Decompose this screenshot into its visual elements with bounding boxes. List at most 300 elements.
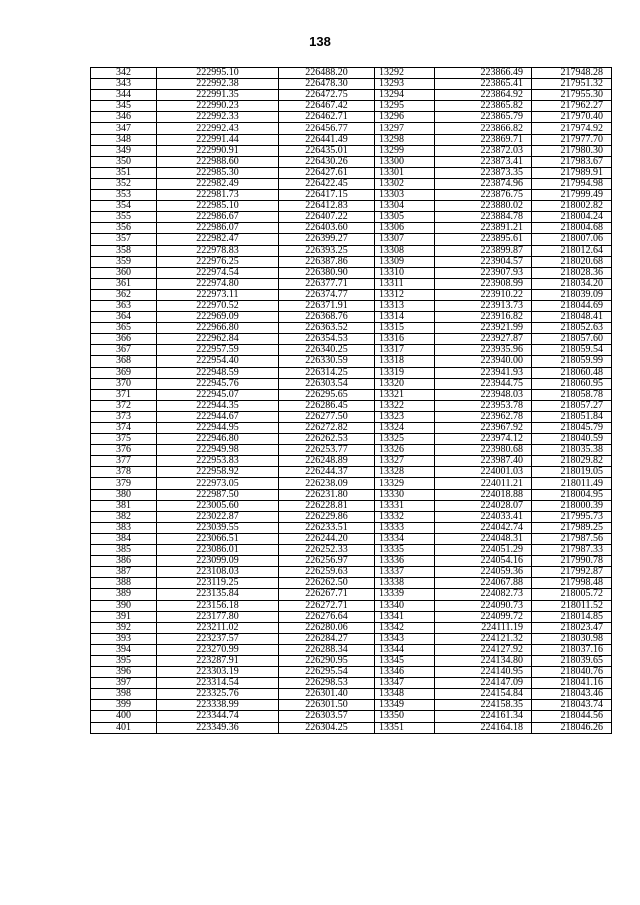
y-coordinate-cell: 217989.91 — [532, 167, 612, 178]
x-coordinate-cell: 223953.78 — [435, 400, 532, 411]
x-coordinate-cell: 222953.83 — [157, 456, 279, 467]
table-row — [91, 167, 612, 178]
table-row — [91, 711, 612, 722]
table-row — [91, 567, 612, 578]
point-number-cell: 13335 — [375, 545, 435, 556]
y-coordinate-cell: 218058.78 — [532, 389, 612, 400]
point-number-cell: 380 — [91, 489, 157, 500]
y-coordinate-cell: 218040.59 — [532, 434, 612, 445]
point-number-cell: 13341 — [375, 611, 435, 622]
point-number-cell: 13318 — [375, 356, 435, 367]
table-row — [91, 245, 612, 256]
y-coordinate-cell: 226231.80 — [279, 489, 375, 500]
x-coordinate-cell: 222962.84 — [157, 334, 279, 345]
table-row — [91, 578, 612, 589]
y-coordinate-cell: 217974.92 — [532, 123, 612, 134]
x-coordinate-cell: 223349.36 — [157, 722, 279, 733]
point-number-cell: 13343 — [375, 633, 435, 644]
table-row — [91, 178, 612, 189]
x-coordinate-cell: 224054.16 — [435, 556, 532, 567]
point-number-cell: 378 — [91, 467, 157, 478]
point-number-cell: 353 — [91, 190, 157, 201]
x-coordinate-cell: 223967.92 — [435, 423, 532, 434]
x-coordinate-cell: 223119.25 — [157, 578, 279, 589]
point-number-cell: 365 — [91, 323, 157, 334]
point-number-cell: 386 — [91, 556, 157, 567]
point-number-cell: 361 — [91, 278, 157, 289]
point-number-cell: 13327 — [375, 456, 435, 467]
x-coordinate-cell: 223927.87 — [435, 334, 532, 345]
point-number-cell: 13295 — [375, 101, 435, 112]
x-coordinate-cell: 223866.49 — [435, 68, 532, 79]
table-row — [91, 611, 612, 622]
table-row — [91, 456, 612, 467]
y-coordinate-cell: 226393.25 — [279, 245, 375, 256]
y-coordinate-cell: 218020.68 — [532, 256, 612, 267]
x-coordinate-cell: 224090.73 — [435, 600, 532, 611]
y-coordinate-cell: 218041.16 — [532, 678, 612, 689]
x-coordinate-cell: 223895.61 — [435, 234, 532, 245]
point-number-cell: 394 — [91, 644, 157, 655]
point-number-cell: 370 — [91, 378, 157, 389]
y-coordinate-cell: 217990.78 — [532, 556, 612, 567]
table-row — [91, 223, 612, 234]
x-coordinate-cell: 224011.21 — [435, 478, 532, 489]
x-coordinate-cell: 223873.41 — [435, 156, 532, 167]
x-coordinate-cell: 223876.75 — [435, 190, 532, 201]
x-coordinate-cell: 223940.00 — [435, 356, 532, 367]
y-coordinate-cell: 226244.37 — [279, 467, 375, 478]
point-number-cell: 13312 — [375, 289, 435, 300]
point-number-cell: 13336 — [375, 556, 435, 567]
x-coordinate-cell: 224161.34 — [435, 711, 532, 722]
y-coordinate-cell: 217962.27 — [532, 101, 612, 112]
x-coordinate-cell: 222945.76 — [157, 378, 279, 389]
point-number-cell: 390 — [91, 600, 157, 611]
x-coordinate-cell: 223022.87 — [157, 511, 279, 522]
y-coordinate-cell: 226371.91 — [279, 300, 375, 311]
x-coordinate-cell: 223099.09 — [157, 556, 279, 567]
y-coordinate-cell: 218012.64 — [532, 245, 612, 256]
point-number-cell: 350 — [91, 156, 157, 167]
y-coordinate-cell: 218046.26 — [532, 722, 612, 733]
y-coordinate-cell: 218023.47 — [532, 622, 612, 633]
point-number-cell: 13329 — [375, 478, 435, 489]
y-coordinate-cell: 226380.90 — [279, 267, 375, 278]
y-coordinate-cell: 218043.46 — [532, 689, 612, 700]
x-coordinate-cell: 223869.71 — [435, 134, 532, 145]
x-coordinate-cell: 223086.01 — [157, 545, 279, 556]
y-coordinate-cell: 226256.97 — [279, 556, 375, 567]
y-coordinate-cell: 218044.69 — [532, 300, 612, 311]
x-coordinate-cell: 223211.02 — [157, 622, 279, 633]
x-coordinate-cell: 222973.05 — [157, 478, 279, 489]
point-number-cell: 347 — [91, 123, 157, 134]
y-coordinate-cell: 217995.73 — [532, 511, 612, 522]
point-number-cell: 399 — [91, 700, 157, 711]
y-coordinate-cell: 218004.68 — [532, 223, 612, 234]
point-number-cell: 13294 — [375, 90, 435, 101]
y-coordinate-cell: 226488.20 — [279, 68, 375, 79]
y-coordinate-cell: 217955.30 — [532, 90, 612, 101]
x-coordinate-cell: 223910.22 — [435, 289, 532, 300]
y-coordinate-cell: 226272.71 — [279, 600, 375, 611]
x-coordinate-cell: 223108.03 — [157, 567, 279, 578]
x-coordinate-cell: 223974.12 — [435, 434, 532, 445]
x-coordinate-cell: 222985.30 — [157, 167, 279, 178]
x-coordinate-cell: 222948.59 — [157, 367, 279, 378]
table-row — [91, 145, 612, 156]
table-row — [91, 134, 612, 145]
table-row — [91, 700, 612, 711]
x-coordinate-cell: 223864.92 — [435, 90, 532, 101]
table-row — [91, 190, 612, 201]
y-coordinate-cell: 217977.70 — [532, 134, 612, 145]
point-number-cell: 363 — [91, 300, 157, 311]
x-coordinate-cell: 222985.10 — [157, 201, 279, 212]
x-coordinate-cell: 222978.83 — [157, 245, 279, 256]
y-coordinate-cell: 218014.85 — [532, 611, 612, 622]
x-coordinate-cell: 222991.44 — [157, 134, 279, 145]
y-coordinate-cell: 226427.61 — [279, 167, 375, 178]
point-number-cell: 385 — [91, 545, 157, 556]
x-coordinate-cell: 222957.59 — [157, 345, 279, 356]
point-number-cell: 352 — [91, 178, 157, 189]
y-coordinate-cell: 226233.51 — [279, 522, 375, 533]
y-coordinate-cell: 218057.27 — [532, 400, 612, 411]
y-coordinate-cell: 226330.59 — [279, 356, 375, 367]
x-coordinate-cell: 222981.73 — [157, 190, 279, 201]
point-number-cell: 13302 — [375, 178, 435, 189]
table-row — [91, 378, 612, 389]
x-coordinate-cell: 223872.03 — [435, 145, 532, 156]
y-coordinate-cell: 226462.71 — [279, 112, 375, 123]
y-coordinate-cell: 217970.40 — [532, 112, 612, 123]
table-row — [91, 289, 612, 300]
point-number-cell: 384 — [91, 533, 157, 544]
table-row — [91, 434, 612, 445]
x-coordinate-cell: 224164.18 — [435, 722, 532, 733]
y-coordinate-cell: 226288.34 — [279, 644, 375, 655]
x-coordinate-cell: 223941.93 — [435, 367, 532, 378]
x-coordinate-cell: 224018.88 — [435, 489, 532, 500]
table-row — [91, 423, 612, 434]
table-row — [91, 556, 612, 567]
table-row — [91, 79, 612, 90]
y-coordinate-cell: 226262.50 — [279, 578, 375, 589]
point-number-cell: 374 — [91, 423, 157, 434]
point-number-cell: 349 — [91, 145, 157, 156]
x-coordinate-cell: 222992.33 — [157, 112, 279, 123]
y-coordinate-cell: 218057.60 — [532, 334, 612, 345]
table-row — [91, 667, 612, 678]
table-row — [91, 123, 612, 134]
y-coordinate-cell: 226354.53 — [279, 334, 375, 345]
table-row — [91, 312, 612, 323]
point-number-cell: 13304 — [375, 201, 435, 212]
y-coordinate-cell: 217992.87 — [532, 567, 612, 578]
table-row — [91, 400, 612, 411]
point-number-cell: 13346 — [375, 667, 435, 678]
x-coordinate-cell: 223177.80 — [157, 611, 279, 622]
x-coordinate-cell: 223866.82 — [435, 123, 532, 134]
x-coordinate-cell: 224042.74 — [435, 522, 532, 533]
y-coordinate-cell: 226412.83 — [279, 201, 375, 212]
x-coordinate-cell: 224067.88 — [435, 578, 532, 589]
x-coordinate-cell: 223904.57 — [435, 256, 532, 267]
y-coordinate-cell: 218011.52 — [532, 600, 612, 611]
table-row — [91, 234, 612, 245]
y-coordinate-cell: 226272.82 — [279, 423, 375, 434]
table-row — [91, 622, 612, 633]
point-number-cell: 373 — [91, 411, 157, 422]
table-row — [91, 545, 612, 556]
y-coordinate-cell: 226228.81 — [279, 500, 375, 511]
y-coordinate-cell: 217989.25 — [532, 522, 612, 533]
y-coordinate-cell: 226304.25 — [279, 722, 375, 733]
x-coordinate-cell: 224127.92 — [435, 644, 532, 655]
point-number-cell: 13324 — [375, 423, 435, 434]
x-coordinate-cell: 223325.76 — [157, 689, 279, 700]
x-coordinate-cell: 224001.03 — [435, 467, 532, 478]
table-row — [91, 389, 612, 400]
y-coordinate-cell: 218011.49 — [532, 478, 612, 489]
y-coordinate-cell: 226284.27 — [279, 633, 375, 644]
y-coordinate-cell: 218044.56 — [532, 711, 612, 722]
y-coordinate-cell: 226301.50 — [279, 700, 375, 711]
point-number-cell: 392 — [91, 622, 157, 633]
point-number-cell: 13332 — [375, 511, 435, 522]
point-number-cell: 396 — [91, 667, 157, 678]
y-coordinate-cell: 226262.53 — [279, 434, 375, 445]
point-number-cell: 13331 — [375, 500, 435, 511]
y-coordinate-cell: 226456.77 — [279, 123, 375, 134]
point-number-cell: 13314 — [375, 312, 435, 323]
table-row — [91, 68, 612, 79]
x-coordinate-cell: 224147.09 — [435, 678, 532, 689]
y-coordinate-cell: 226407.22 — [279, 212, 375, 223]
table-row — [91, 201, 612, 212]
table-row — [91, 522, 612, 533]
y-coordinate-cell: 218028.36 — [532, 267, 612, 278]
y-coordinate-cell: 226295.54 — [279, 667, 375, 678]
point-number-cell: 13299 — [375, 145, 435, 156]
y-coordinate-cell: 226280.06 — [279, 622, 375, 633]
x-coordinate-cell: 224140.95 — [435, 667, 532, 678]
point-number-cell: 13305 — [375, 212, 435, 223]
point-number-cell: 342 — [91, 68, 157, 79]
y-coordinate-cell: 226403.60 — [279, 223, 375, 234]
point-number-cell: 13340 — [375, 600, 435, 611]
x-coordinate-cell: 222945.07 — [157, 389, 279, 400]
point-number-cell: 13309 — [375, 256, 435, 267]
point-number-cell: 13333 — [375, 522, 435, 533]
y-coordinate-cell: 226340.25 — [279, 345, 375, 356]
y-coordinate-cell: 218051.84 — [532, 411, 612, 422]
point-number-cell: 389 — [91, 589, 157, 600]
point-number-cell: 375 — [91, 434, 157, 445]
y-coordinate-cell: 218059.99 — [532, 356, 612, 367]
point-number-cell: 364 — [91, 312, 157, 323]
x-coordinate-cell: 222944.95 — [157, 423, 279, 434]
y-coordinate-cell: 218043.74 — [532, 700, 612, 711]
y-coordinate-cell: 226290.95 — [279, 655, 375, 666]
x-coordinate-cell: 223944.75 — [435, 378, 532, 389]
y-coordinate-cell: 226229.86 — [279, 511, 375, 522]
point-number-cell: 360 — [91, 267, 157, 278]
x-coordinate-cell: 222982.49 — [157, 178, 279, 189]
point-number-cell: 355 — [91, 212, 157, 223]
y-coordinate-cell: 226301.40 — [279, 689, 375, 700]
x-coordinate-cell: 223865.82 — [435, 101, 532, 112]
x-coordinate-cell: 224111.19 — [435, 622, 532, 633]
point-number-cell: 345 — [91, 101, 157, 112]
y-coordinate-cell: 218039.09 — [532, 289, 612, 300]
x-coordinate-cell: 223948.03 — [435, 389, 532, 400]
table-row — [91, 267, 612, 278]
x-coordinate-cell: 222976.25 — [157, 256, 279, 267]
x-coordinate-cell: 222990.23 — [157, 101, 279, 112]
table-row — [91, 90, 612, 101]
point-number-cell: 13326 — [375, 445, 435, 456]
x-coordinate-cell: 223303.19 — [157, 667, 279, 678]
y-coordinate-cell: 226295.65 — [279, 389, 375, 400]
y-coordinate-cell: 218002.82 — [532, 201, 612, 212]
point-number-cell: 13308 — [375, 245, 435, 256]
point-number-cell: 344 — [91, 90, 157, 101]
x-coordinate-cell: 223066.51 — [157, 533, 279, 544]
point-number-cell: 13349 — [375, 700, 435, 711]
y-coordinate-cell: 218059.54 — [532, 345, 612, 356]
point-number-cell: 400 — [91, 711, 157, 722]
point-number-cell: 13316 — [375, 334, 435, 345]
y-coordinate-cell: 226368.76 — [279, 312, 375, 323]
x-coordinate-cell: 223921.99 — [435, 323, 532, 334]
y-coordinate-cell: 218035.38 — [532, 445, 612, 456]
x-coordinate-cell: 223344.74 — [157, 711, 279, 722]
y-coordinate-cell: 218052.63 — [532, 323, 612, 334]
y-coordinate-cell: 226248.89 — [279, 456, 375, 467]
point-number-cell: 13321 — [375, 389, 435, 400]
page-number: 138 — [309, 34, 331, 49]
y-coordinate-cell: 226441.49 — [279, 134, 375, 145]
point-number-cell: 13338 — [375, 578, 435, 589]
x-coordinate-cell: 223338.99 — [157, 700, 279, 711]
point-number-cell: 13303 — [375, 190, 435, 201]
x-coordinate-cell: 223314.54 — [157, 678, 279, 689]
point-number-cell: 13301 — [375, 167, 435, 178]
table-row — [91, 655, 612, 666]
point-number-cell: 377 — [91, 456, 157, 467]
point-number-cell: 13293 — [375, 79, 435, 90]
y-coordinate-cell: 217987.56 — [532, 533, 612, 544]
table-row — [91, 345, 612, 356]
y-coordinate-cell: 218048.41 — [532, 312, 612, 323]
x-coordinate-cell: 222995.10 — [157, 68, 279, 79]
point-number-cell: 13347 — [375, 678, 435, 689]
y-coordinate-cell: 217994.98 — [532, 178, 612, 189]
y-coordinate-cell: 226478.30 — [279, 79, 375, 90]
point-number-cell: 387 — [91, 567, 157, 578]
point-number-cell: 376 — [91, 445, 157, 456]
table-row — [91, 500, 612, 511]
y-coordinate-cell: 218005.72 — [532, 589, 612, 600]
x-coordinate-cell: 224121.32 — [435, 633, 532, 644]
table-row — [91, 678, 612, 689]
y-coordinate-cell: 226374.77 — [279, 289, 375, 300]
point-number-cell: 372 — [91, 400, 157, 411]
point-number-cell: 357 — [91, 234, 157, 245]
point-number-cell: 393 — [91, 633, 157, 644]
table-row — [91, 633, 612, 644]
x-coordinate-cell: 222958.92 — [157, 467, 279, 478]
y-coordinate-cell: 226276.64 — [279, 611, 375, 622]
y-coordinate-cell: 217980.30 — [532, 145, 612, 156]
point-number-cell: 366 — [91, 334, 157, 345]
x-coordinate-cell: 223865.41 — [435, 79, 532, 90]
point-number-cell: 13325 — [375, 434, 435, 445]
point-number-cell: 13351 — [375, 722, 435, 733]
y-coordinate-cell: 218060.48 — [532, 367, 612, 378]
x-coordinate-cell: 223907.93 — [435, 267, 532, 278]
table-row — [91, 323, 612, 334]
x-coordinate-cell: 222946.80 — [157, 434, 279, 445]
x-coordinate-cell: 223880.02 — [435, 201, 532, 212]
y-coordinate-cell: 217983.67 — [532, 156, 612, 167]
y-coordinate-cell: 226387.86 — [279, 256, 375, 267]
x-coordinate-cell: 222992.43 — [157, 123, 279, 134]
point-number-cell: 383 — [91, 522, 157, 533]
x-coordinate-cell: 224033.41 — [435, 511, 532, 522]
point-number-cell: 356 — [91, 223, 157, 234]
x-coordinate-cell: 222974.80 — [157, 278, 279, 289]
point-number-cell: 13311 — [375, 278, 435, 289]
point-number-cell: 13292 — [375, 68, 435, 79]
x-coordinate-cell: 224051.29 — [435, 545, 532, 556]
x-coordinate-cell: 224158.35 — [435, 700, 532, 711]
x-coordinate-cell: 223287.91 — [157, 655, 279, 666]
y-coordinate-cell: 218039.65 — [532, 655, 612, 666]
table-row — [91, 511, 612, 522]
x-coordinate-cell: 224059.36 — [435, 567, 532, 578]
point-number-cell: 368 — [91, 356, 157, 367]
y-coordinate-cell: 226253.77 — [279, 445, 375, 456]
y-coordinate-cell: 226399.27 — [279, 234, 375, 245]
table-row — [91, 156, 612, 167]
point-number-cell: 13344 — [375, 644, 435, 655]
x-coordinate-cell: 223913.73 — [435, 300, 532, 311]
point-number-cell: 13330 — [375, 489, 435, 500]
point-number-cell: 13296 — [375, 112, 435, 123]
point-number-cell: 398 — [91, 689, 157, 700]
y-coordinate-cell: 226422.45 — [279, 178, 375, 189]
point-number-cell: 348 — [91, 134, 157, 145]
table-row — [91, 589, 612, 600]
x-coordinate-cell: 223908.99 — [435, 278, 532, 289]
point-number-cell: 343 — [91, 79, 157, 90]
x-coordinate-cell: 223039.55 — [157, 522, 279, 533]
x-coordinate-cell: 222982.47 — [157, 234, 279, 245]
point-number-cell: 388 — [91, 578, 157, 589]
point-number-cell: 381 — [91, 500, 157, 511]
point-number-cell: 13306 — [375, 223, 435, 234]
x-coordinate-cell: 222944.35 — [157, 400, 279, 411]
y-coordinate-cell: 218060.95 — [532, 378, 612, 389]
table-row — [91, 489, 612, 500]
point-number-cell: 13323 — [375, 411, 435, 422]
x-coordinate-cell: 222966.80 — [157, 323, 279, 334]
y-coordinate-cell: 226377.71 — [279, 278, 375, 289]
